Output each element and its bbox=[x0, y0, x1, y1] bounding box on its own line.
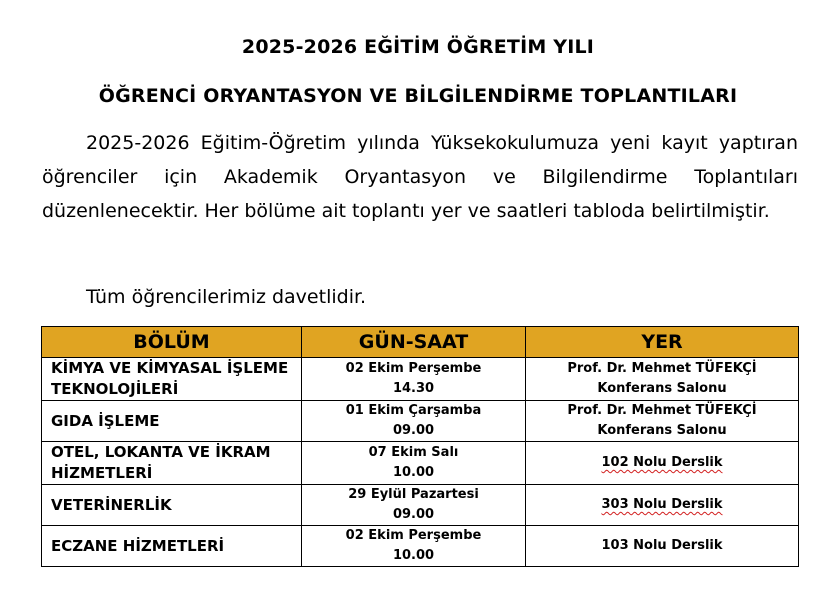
meeting-day: 07 Ekim Salı bbox=[368, 445, 459, 460]
table-row bbox=[42, 358, 799, 401]
department-cell: ECZANE HİZMETLERİ bbox=[42, 526, 302, 567]
column-header-day-time: GÜN-SAAT bbox=[302, 327, 526, 358]
meeting-day: 02 Ekim Perşembe bbox=[345, 528, 482, 543]
place-line-1: Prof. Dr. Mehmet TÜFEKÇİ bbox=[567, 361, 757, 376]
place-line-1: Prof. Dr. Mehmet TÜFEKÇİ bbox=[567, 403, 757, 418]
meeting-time: 09.00 bbox=[392, 423, 435, 438]
department-cell: VETERİNERLİK bbox=[42, 485, 302, 526]
meeting-time: 09.00 bbox=[392, 507, 435, 522]
table-header-row bbox=[42, 327, 799, 358]
place-cell bbox=[526, 358, 799, 401]
meeting-time: 14.30 bbox=[392, 381, 435, 396]
intro-text: 2025-2026 Eğitim-Öğretim yılında Yüksekokulumuza yeni kayıt yaptıran öğrenciler için Akademik Oryantasyon ve Bilgilendirme Toplantıları düzenlenecektir. Her bölüme ait toplantı yer ve saatleri tabloda belirtilmiştir. bbox=[42, 132, 798, 222]
department-cell: OTEL, LOKANTA VE İKRAM HİZMETLERİ bbox=[42, 442, 302, 485]
invite-paragraph bbox=[42, 280, 798, 314]
invite-text: Tüm öğrencilerimiz davetlidir. bbox=[86, 286, 367, 308]
intro-paragraph bbox=[42, 126, 798, 228]
place-line-2: Konferans Salonu bbox=[597, 381, 727, 396]
document-title: 2025-2026 EĞİTİM ÖĞRETİM YILI bbox=[241, 36, 595, 58]
meeting-day: 01 Ekim Çarşamba bbox=[345, 403, 482, 418]
table-row bbox=[42, 526, 799, 567]
department-cell: GIDA İŞLEME bbox=[42, 401, 302, 442]
schedule-table bbox=[41, 326, 799, 567]
place-line-1: 102 Nolu Derslik bbox=[601, 455, 723, 470]
column-header-place: YER bbox=[526, 327, 799, 358]
meeting-day: 02 Ekim Perşembe bbox=[345, 361, 482, 376]
day-time-cell bbox=[302, 526, 526, 567]
meeting-day: 29 Eylül Pazartesi bbox=[348, 487, 479, 502]
day-time-cell bbox=[302, 401, 526, 442]
table-row bbox=[42, 442, 799, 485]
place-cell bbox=[526, 442, 799, 485]
department-cell: KİMYA VE KİMYASAL İŞLEME TEKNOLOJİLERİ bbox=[42, 358, 302, 401]
place-line-1: 303 Nolu Derslik bbox=[601, 497, 723, 512]
place-cell bbox=[526, 526, 799, 567]
column-header-department: BÖLÜM bbox=[42, 327, 302, 358]
meeting-time: 10.00 bbox=[392, 465, 435, 480]
day-time-cell bbox=[302, 358, 526, 401]
table-row bbox=[42, 401, 799, 442]
day-time-cell bbox=[302, 442, 526, 485]
place-line-2: Konferans Salonu bbox=[597, 423, 727, 438]
day-time-cell bbox=[302, 485, 526, 526]
place-cell bbox=[526, 401, 799, 442]
table-row bbox=[42, 485, 799, 526]
meeting-time: 10.00 bbox=[392, 548, 435, 563]
place-cell bbox=[526, 485, 799, 526]
document-subtitle: ÖĞRENCİ ORYANTASYON VE BİLGİLENDİRME TOPLANTILARI bbox=[98, 85, 738, 107]
place-line-1: 103 Nolu Derslik bbox=[601, 538, 723, 553]
